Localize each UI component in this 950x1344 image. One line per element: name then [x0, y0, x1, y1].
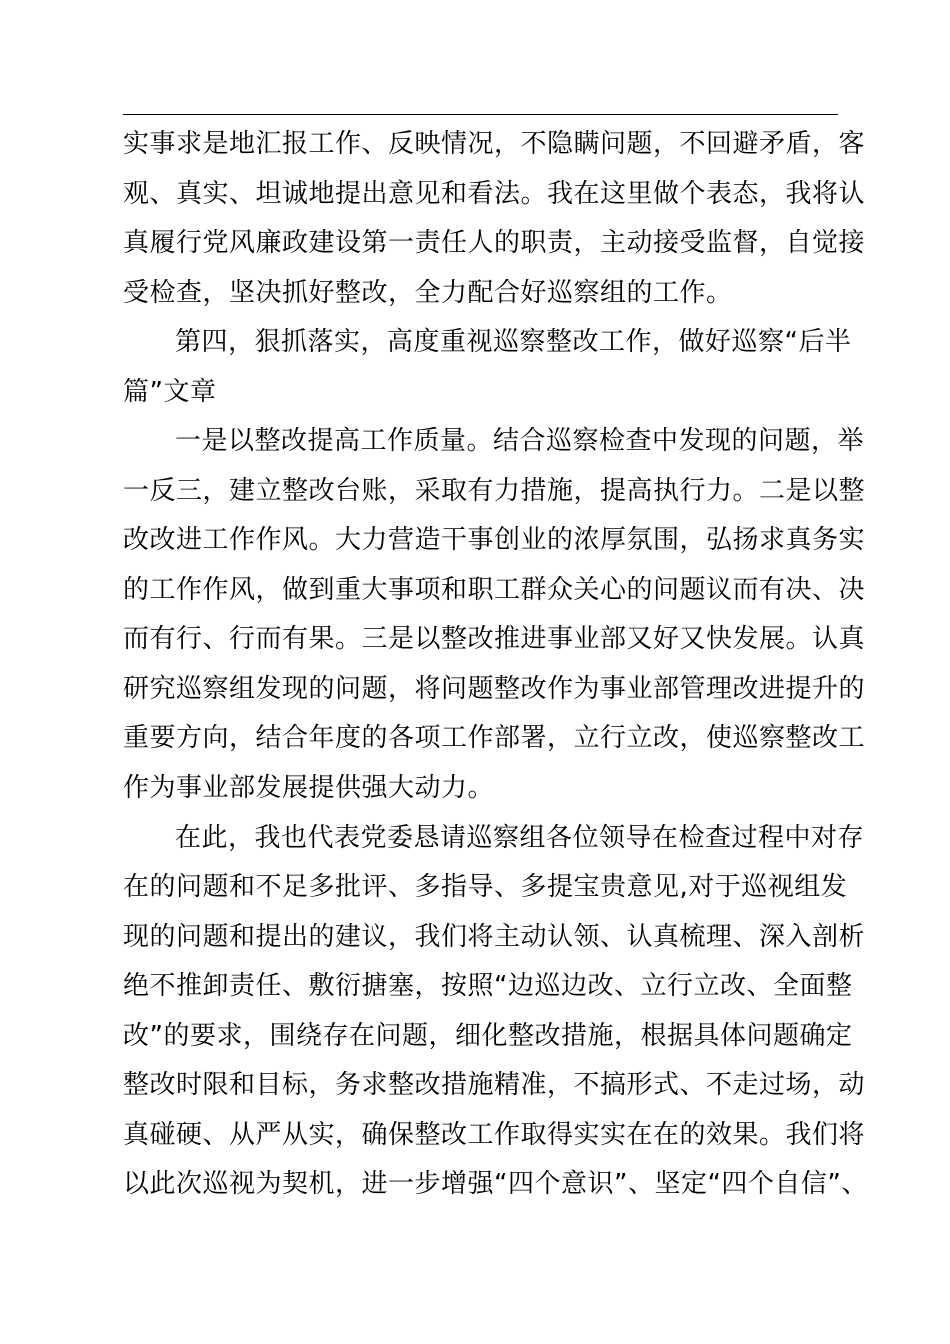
text-line: 观、真实、坦诚地提出意见和看法。我在这里做个表态，我将认 [123, 179, 866, 209]
text-line: 篇”文章 [123, 377, 217, 407]
text-line: 一反三，建立整改台账，采取有力措施，提高执行力。二是以整 [123, 476, 866, 506]
text-line: 真碰硬、从严从实，确保整改工作取得实实在在的效果。我们将 [123, 1120, 866, 1150]
text-line: 真履行党风廉政建设第一责任人的职责，主动接受监督，自觉接 [123, 228, 866, 258]
paragraph-first-line: 在此，我也代表党委恳请巡察组各位领导在检查过程中对存 [175, 823, 865, 853]
paragraph-first-line: 第四，狠抓落实，高度重视巡察整改工作，做好巡察“后半 [175, 327, 852, 357]
paragraph-first-line: 一是以整改提高工作质量。结合巡察检查中发现的问题，举 [175, 426, 865, 456]
text-line: 作为事业部发展提供强大动力。 [123, 773, 495, 803]
text-line: 改改进工作作风。大力营造干事创业的浓厚氛围，弘扬求真务实 [123, 525, 866, 555]
text-line: 改”的要求，围绕存在问题，细化整改措施，根据具体问题确定 [123, 1021, 853, 1051]
text-line: 的工作作风，做到重大事项和职工群众关心的问题议而有决、决 [123, 575, 866, 605]
header-rule [123, 114, 838, 115]
text-line: 重要方向，结合年度的各项工作部署，立行立改，使巡察整改工 [123, 723, 866, 753]
text-line: 研究巡察组发现的问题，将问题整改作为事业部管理改进提升的 [123, 674, 866, 704]
text-line: 整改时限和目标，务求整改措施精准，不搞形式、不走过场，动 [123, 1070, 866, 1100]
text-line: 绝不推卸责任、敷衍搪塞，按照“边巡边改、立行立改、全面整 [123, 971, 853, 1001]
text-line: 受检查，坚决抓好整改，全力配合好巡察组的工作。 [123, 278, 733, 308]
text-line: 在的问题和不足多批评、多指导、多提宝贵意见,对于巡视组发 [123, 872, 848, 902]
text-line: 现的问题和提出的建议，我们将主动认领、认真梳理、深入剖析 [123, 922, 866, 952]
text-line: 实事求是地汇报工作、反映情况，不隐瞒问题，不回避矛盾，客 [123, 129, 866, 159]
text-line: 以此次巡视为契机，进一步增强“四个意识”、坚定“四个自信”、 [123, 1169, 868, 1199]
text-line: 而有行、行而有果。三是以整改推进事业部又好又快发展。认真 [123, 624, 866, 654]
